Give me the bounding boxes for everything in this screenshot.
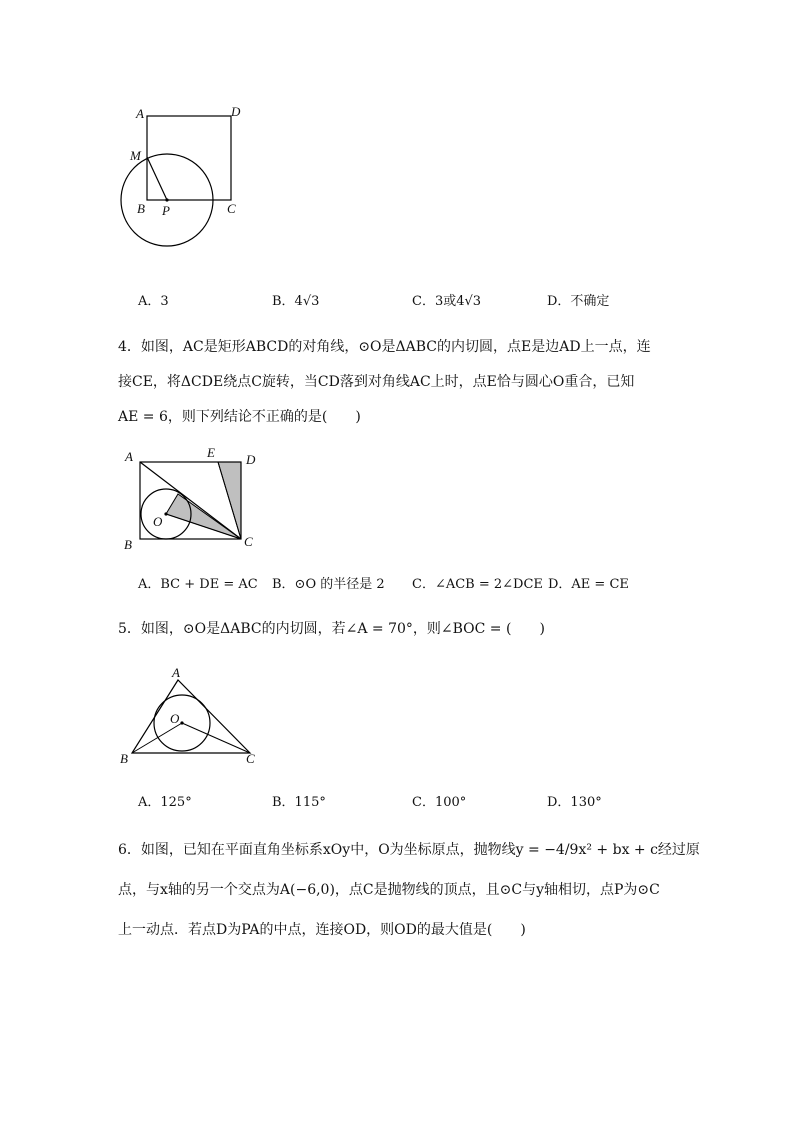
q5-option-d: D．130° [547, 795, 602, 810]
label-a: A [125, 449, 133, 464]
label-o: O [153, 514, 163, 529]
q6-line-1: 6．如图，已知在平面直角坐标系xOy中，O为坐标原点，抛物线y = −4/9x² + bx + c经过原 [118, 842, 700, 858]
q3-option-c: C．3或4√3 [412, 294, 482, 309]
label-c: C [227, 201, 236, 216]
square-abcd [147, 116, 231, 200]
question-6-text [118, 830, 700, 950]
q4-option-b: B．⊙O 的半径是 2 [272, 577, 385, 592]
q5-option-c: C．100° [412, 795, 467, 810]
label-a: A [172, 665, 180, 680]
question-5-text [118, 612, 678, 647]
label-a: A [136, 106, 144, 121]
figure-triangle-incircle [115, 663, 265, 773]
label-d: D [246, 452, 256, 467]
question-4-text [118, 330, 678, 435]
figure-rectangle-incircle [115, 445, 265, 555]
figure-square-circle [120, 100, 260, 260]
q6-line-3: 上一动点．若点D为PA的中点，连接OD，则OD的最大值是( ) [118, 922, 526, 938]
label-d: D [231, 104, 241, 119]
q3-option-a: A．3 [138, 294, 169, 309]
point-o [180, 721, 183, 724]
label-p: P [162, 203, 170, 218]
q4-option-c: C．∠ACB = 2∠DCE [412, 577, 543, 592]
q4-line-1: 4．如图，AC是矩形ABCD的对角线，⊙O是ΔABC的内切圆，点E是边AD上一点，连 [118, 339, 651, 355]
q3-option-b: B．4√3 [272, 294, 320, 309]
q5-option-b: B．115° [272, 795, 326, 810]
q4-option-d: D．AE = CE [548, 577, 629, 592]
segment-mp [147, 157, 167, 200]
q4-line-2: 接CE，将ΔCDE绕点C旋转，当CD落到对角线AC上时，点E恰与圆心O重合，已知 [118, 374, 635, 390]
point-p [165, 198, 168, 201]
q5-option-a: A．125° [138, 795, 192, 810]
label-b: B [137, 201, 145, 216]
q4-option-a: A．BC + DE = AC [138, 577, 258, 592]
q6-line-2: 点，与x轴的另一个交点为A(−6,0)，点C是抛物线的顶点，且⊙C与y轴相切，点P为⊙C [118, 882, 660, 898]
label-b: B [124, 537, 132, 552]
label-b: B [120, 751, 128, 766]
label-c: C [246, 751, 255, 766]
label-c: C [244, 534, 253, 549]
q5-line-1: 5．如图，⊙O是ΔABC的内切圆，若∠A = 70°，则∠BOC = ( ) [118, 621, 545, 637]
label-m: M [130, 148, 141, 163]
q3-option-d: D．不确定 [547, 294, 610, 309]
label-e: E [207, 445, 215, 460]
segment-ob [132, 723, 182, 753]
q4-line-3: AE = 6，则下列结论不正确的是( ) [118, 409, 361, 425]
label-o: O [170, 711, 180, 726]
point-o [164, 512, 167, 515]
